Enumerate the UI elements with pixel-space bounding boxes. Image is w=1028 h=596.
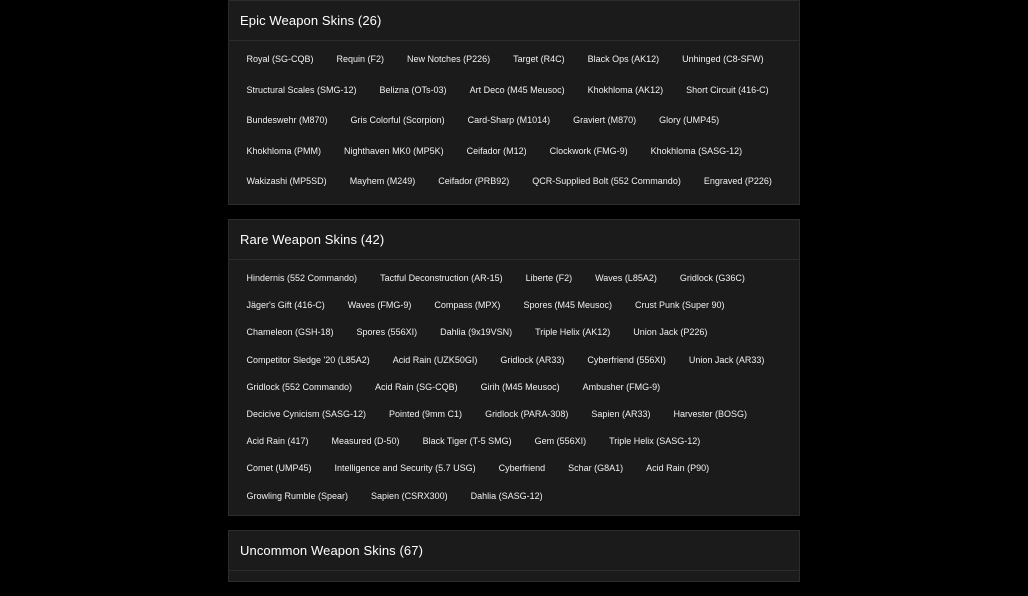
skin-item[interactable]: Cyberfriend — [498, 463, 546, 474]
skin-item[interactable]: Card-Sharp (M1014) — [467, 115, 551, 126]
skin-item[interactable]: Requin (F2) — [336, 54, 385, 64]
skin-item[interactable]: Harvester (BOSG) — [673, 408, 747, 419]
skin-item[interactable]: Gridlock (552 Commando) — [246, 381, 353, 392]
skin-item[interactable]: Khokhloma (AK12) — [587, 84, 664, 95]
skin-item[interactable]: Tactful Deconstruction (AR-15) — [380, 273, 503, 283]
skin-item[interactable]: Ceifador (M12) — [466, 145, 527, 156]
section-title: Epic Weapon Skins (26) — [240, 13, 382, 28]
skin-item[interactable]: Comet (UMP45) — [246, 463, 312, 474]
skins-list — [228, 0, 800, 596]
skin-item[interactable]: Ambusher (FMG-9) — [582, 381, 661, 392]
section-title: Uncommon Weapon Skins (67) — [240, 542, 423, 558]
skin-item[interactable]: Triple Helix (AK12) — [535, 327, 611, 338]
skin-item[interactable]: Wakizashi (MP5SD) — [246, 176, 327, 187]
skin-item[interactable]: Measured (D-50) — [331, 436, 400, 447]
skin-item[interactable]: Competitor Sledge '20 (L85A2) — [246, 354, 370, 365]
skin-item[interactable]: Sapien (AR33) — [591, 408, 651, 419]
skin-item[interactable]: Structural Scales (SMG-12) — [246, 84, 357, 95]
skin-item[interactable]: Acid Rain (P90) — [646, 463, 710, 474]
section-items — [229, 260, 799, 515]
section-epic — [228, 0, 800, 205]
skin-item[interactable]: Royal (SG-CQB) — [246, 54, 314, 64]
skin-item[interactable]: QCR-Supplied Bolt (552 Commando) — [532, 176, 681, 187]
skin-item[interactable]: Schar (G8A1) — [568, 463, 624, 474]
skin-item[interactable]: Acid Rain (SG-CQB) — [375, 381, 458, 392]
skin-item[interactable]: Spores (556XI) — [356, 327, 418, 338]
skin-item[interactable]: Mayhem (M249) — [349, 176, 416, 187]
skin-item[interactable]: Bundeswehr (M870) — [246, 115, 328, 126]
skin-item[interactable]: Union Jack (AR33) — [688, 354, 765, 365]
skin-item[interactable]: Girih (M45 Meusoc) — [480, 381, 560, 392]
skin-item[interactable]: Khokhloma (SASG-12) — [650, 145, 743, 156]
skin-item[interactable]: Hindernis (552 Commando) — [246, 273, 358, 283]
skin-item[interactable]: Black Ops (AK12) — [587, 54, 660, 64]
skin-item[interactable]: Short Circuit (416-C) — [686, 84, 769, 95]
skin-item[interactable]: Belizna (OTs-03) — [379, 84, 447, 95]
skin-item[interactable]: Union Jack (P226) — [633, 327, 708, 338]
skin-item[interactable]: Unhinged (C8-SFW) — [682, 54, 764, 64]
skin-item[interactable]: Gris Colorful (Scorpion) — [350, 115, 445, 126]
section-header — [229, 1, 799, 41]
skin-item[interactable]: Acid Rain (417) — [246, 436, 309, 447]
skin-item[interactable]: Gridlock (PARA-308) — [485, 408, 569, 419]
skin-item[interactable]: Waves (FMG-9) — [347, 300, 412, 311]
skin-item[interactable]: Ceifador (PRB92) — [438, 176, 510, 187]
skin-item[interactable]: Gridlock (G36C) — [679, 273, 745, 283]
skin-item[interactable]: Jäger's Gift (416-C) — [246, 300, 325, 311]
skin-item[interactable]: Nighthaven MK0 (MP5K) — [344, 145, 444, 156]
skin-item[interactable]: Waves (L85A2) — [595, 273, 657, 283]
skin-item[interactable]: Intelligence and Security (5.7 USG) — [334, 463, 476, 474]
skin-item[interactable]: Chameleon (GSH-18) — [246, 327, 334, 338]
section-uncommon — [228, 530, 800, 582]
skin-item[interactable]: Glory (UMP45) — [659, 115, 720, 126]
section-items — [229, 41, 799, 204]
section-items — [229, 571, 799, 581]
skin-item[interactable]: Clockwork (FMG-9) — [549, 145, 628, 156]
skin-item[interactable]: Growling Rumble (Spear) — [246, 490, 349, 501]
skin-item[interactable]: Decicive Cynicism (SASG-12) — [246, 408, 367, 419]
skin-item[interactable]: Cyberfriend (556XI) — [587, 354, 666, 365]
section-rare — [228, 219, 800, 516]
skin-item[interactable]: Graviert (M870) — [573, 115, 637, 126]
skin-item[interactable]: Gridlock (AR33) — [500, 354, 565, 365]
skin-item[interactable]: Liberte (F2) — [525, 273, 573, 283]
skin-item[interactable]: Triple Helix (SASG-12) — [609, 436, 701, 447]
section-title: Rare Weapon Skins (42) — [240, 232, 385, 247]
skin-item[interactable]: Khokhloma (PMM) — [246, 145, 322, 156]
skin-item[interactable]: Dahlia (9x19VSN) — [440, 327, 513, 338]
skin-item[interactable]: Art Deco (M45 Meusoc) — [469, 84, 565, 95]
section-header — [229, 531, 799, 571]
skin-item[interactable]: Crust Punk (Super 90) — [634, 300, 725, 311]
skin-item[interactable]: Engraved (P226) — [703, 176, 772, 187]
skin-item[interactable]: Sapien (CSRX300) — [371, 490, 448, 501]
skin-item[interactable]: Target (R4C) — [513, 54, 565, 64]
section-header — [229, 220, 799, 260]
skin-item[interactable]: Dahlia (SASG-12) — [470, 490, 543, 501]
skin-item[interactable]: Gem (556XI) — [534, 436, 587, 447]
skin-item[interactable]: Black Tiger (T-5 SMG) — [422, 436, 512, 447]
skin-item[interactable]: Acid Rain (UZK50GI) — [392, 354, 478, 365]
skin-item[interactable]: New Notches (P226) — [407, 54, 491, 64]
skin-item[interactable]: Compass (MPX) — [434, 300, 501, 311]
skin-item[interactable]: Pointed (9mm C1) — [389, 408, 463, 419]
skin-item[interactable]: Spores (M45 Meusoc) — [523, 300, 612, 311]
